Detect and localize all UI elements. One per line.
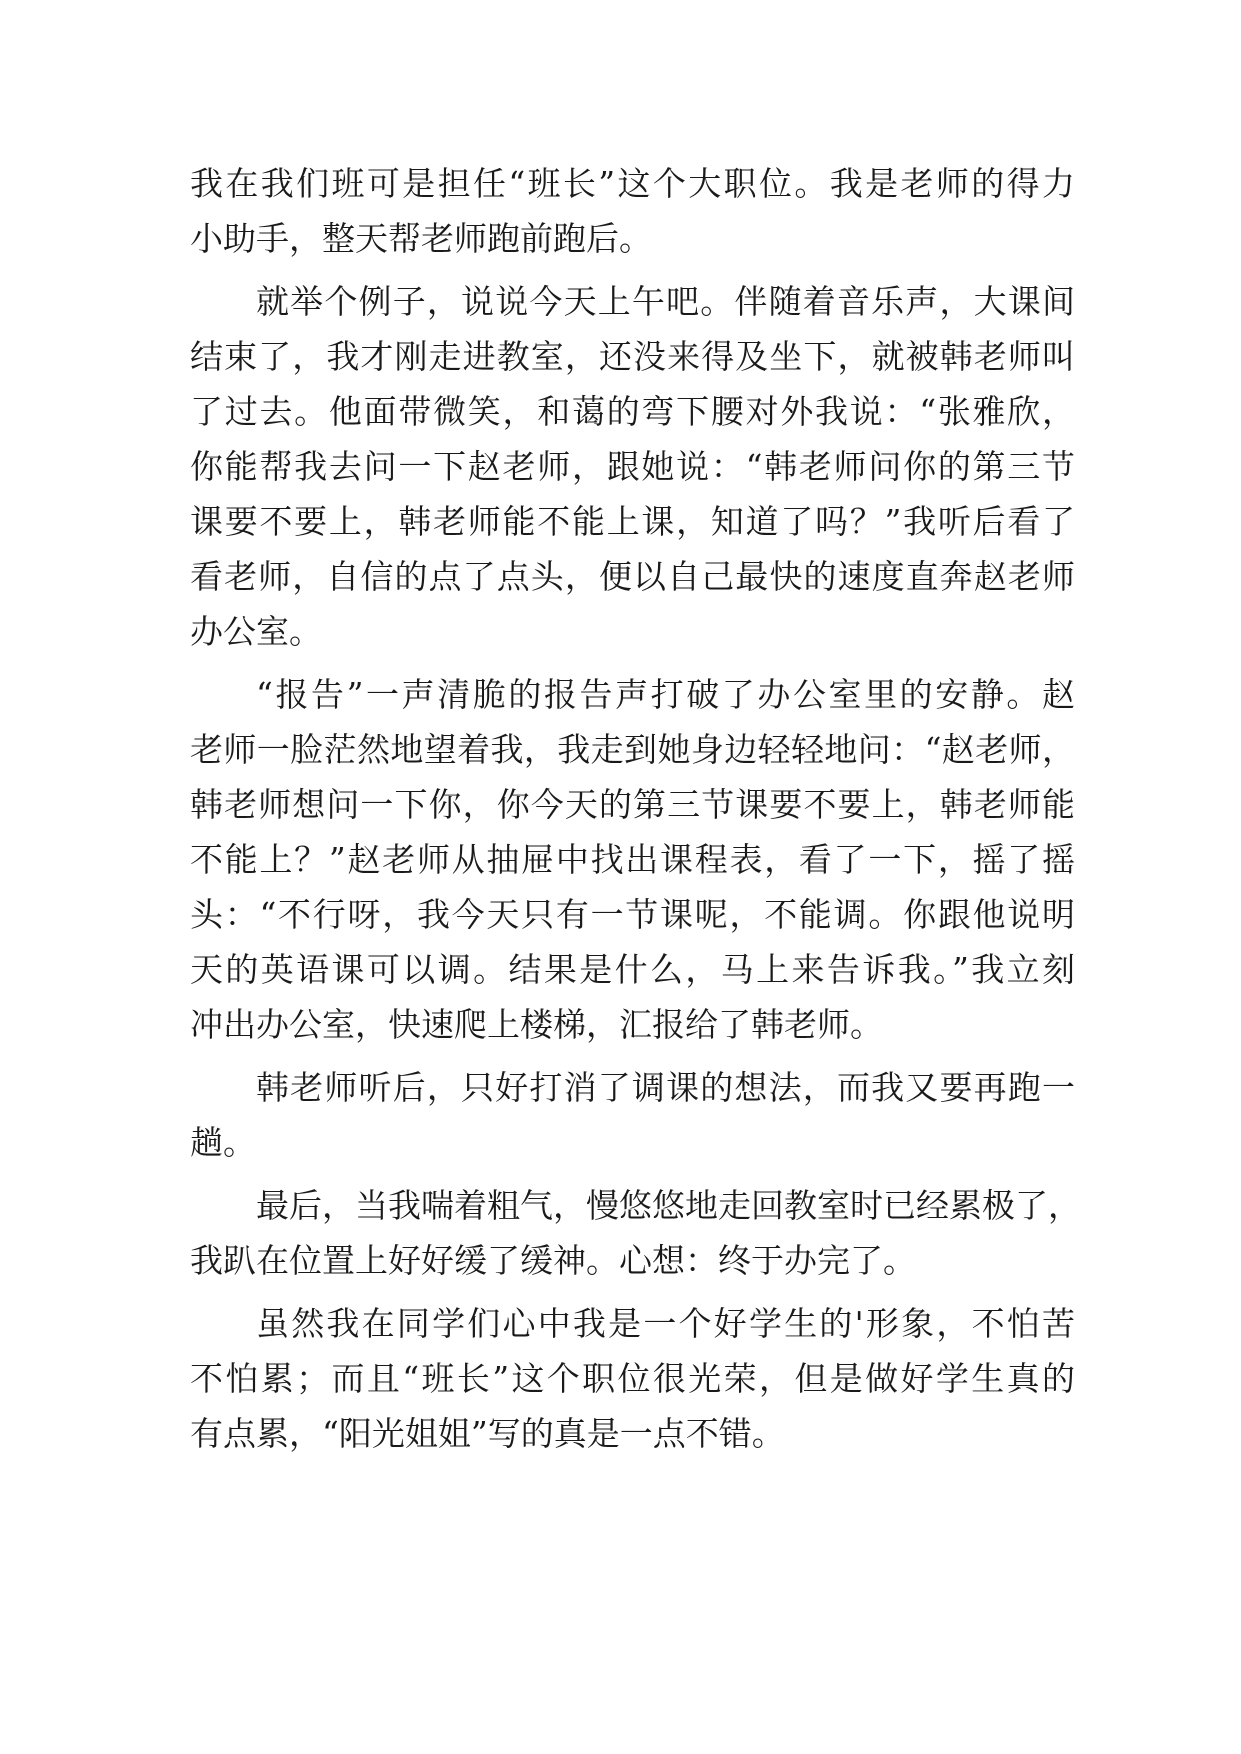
body-text [190, 156, 1081, 1461]
text-line: 头：“不行呀，我今天只有一节课呢，不能调。你跟他说明 [190, 895, 1075, 934]
text-line: 结束了，我才刚走进教室，还没来得及坐下，就被韩老师叫 [190, 337, 1075, 376]
text-line: 我在我们班可是担任“班长”这个大职位。我是老师的得力 [190, 164, 1075, 203]
text-line: 最后，当我喘着粗气，慢悠悠地走回教室时已经累极了， [256, 1186, 1081, 1225]
paragraph [190, 1296, 1075, 1461]
text-line: 办公室。 [190, 612, 322, 651]
text-line: 你能帮我去问一下赵老师，跟她说：“韩老师问你的第三节 [190, 447, 1075, 486]
text-line: 看老师，自信的点了点头，便以自己最快的速度直奔赵老师 [190, 557, 1075, 596]
text-line: 课要不要上，韩老师能不能上课，知道了吗？”我听后看了 [190, 502, 1075, 541]
paragraph [190, 1178, 1081, 1288]
text-line: 老师一脸茫然地望着我，我走到她身边轻轻地问：“赵老师， [190, 730, 1075, 769]
text-line: 韩老师想问一下你，你今天的第三节课要不要上，韩老师能 [190, 785, 1075, 824]
text-line: 了过去。他面带微笑，和蔼的弯下腰对外我说：“张雅欣， [190, 392, 1075, 431]
text-line: 趟。 [190, 1123, 256, 1162]
paragraph [190, 156, 1075, 266]
text-line: 不怕累；而且“班长”这个职位很光荣，但是做好学生真的 [190, 1359, 1075, 1398]
text-line: “报告”一声清脆的报告声打破了办公室里的安静。赵 [256, 675, 1075, 714]
text-line: 小助手，整天帮老师跑前跑后。 [190, 219, 652, 258]
text-line: 不能上？”赵老师从抽屉中找出课程表，看了一下，摇了摇 [190, 840, 1075, 879]
text-line: 天的英语课可以调。结果是什么，马上来告诉我。”我立刻 [190, 950, 1075, 989]
paragraph [190, 274, 1075, 659]
text-line: 冲出办公室，快速爬上楼梯，汇报给了韩老师。 [190, 1005, 883, 1044]
text-line: 就举个例子，说说今天上午吧。伴随着音乐声，大课间 [256, 282, 1075, 321]
text-line: 虽然我在同学们心中我是一个好学生的'形象，不怕苦 [256, 1304, 1075, 1343]
text-line: 有点累，“阳光姐姐”写的真是一点不错。 [190, 1414, 785, 1453]
text-line: 我趴在位置上好好缓了缓神。心想：终于办完了。 [190, 1241, 916, 1280]
paragraph [190, 1060, 1075, 1170]
text-line: 韩老师听后，只好打消了调课的想法，而我又要再跑一 [256, 1068, 1075, 1107]
paragraph [190, 667, 1075, 1052]
